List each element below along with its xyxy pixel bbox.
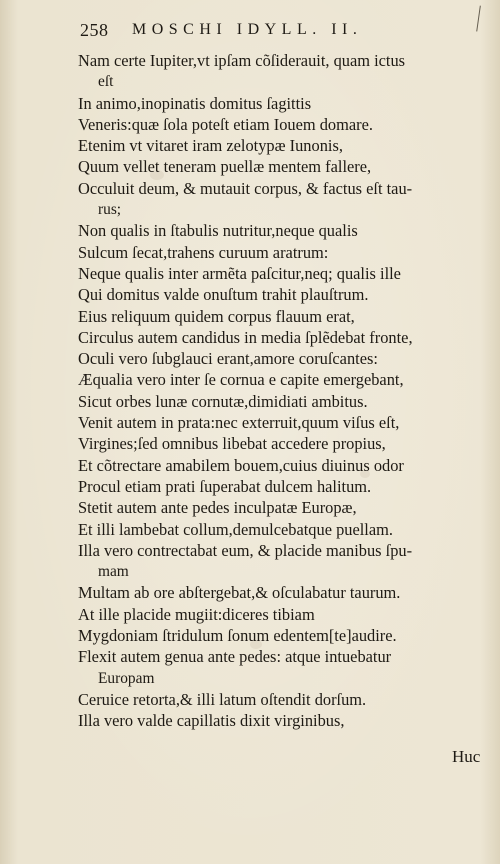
text-line: Non qualis in ſtabulis nutritur,neque qualis <box>78 221 358 241</box>
text-line: Æqualia vero inter ſe cornua e capite emergebant, <box>78 370 404 390</box>
text-line-continuation: Europam <box>98 669 155 687</box>
text-line: Neque qualis inter armẽta paſcitur,neq; qualis ille <box>78 263 401 283</box>
text-line: Etenim vt vitaret iram zelotypæ Iunonis, <box>78 136 343 156</box>
text-line: Qui domitus valde onuſtum trahit plauſtrum. <box>78 285 369 305</box>
text-line: Et illi lambebat collum,demulcebatque puellam. <box>78 519 393 539</box>
text-line: Circulus autem candidus in media ſplẽdebat fronte, <box>78 327 413 347</box>
text-line-continuation: eſt <box>98 73 114 91</box>
text-line: Sicut orbes lunæ cornutæ,dimidiati ambitus. <box>78 391 368 411</box>
page-number: 258 <box>80 20 109 40</box>
text-line-continuation: rus; <box>98 201 122 219</box>
text-line: Quum vellet teneram puellæ mentem fallere, <box>78 157 372 177</box>
text-line: At ille placide mugiit:diceres tibiam <box>78 604 315 624</box>
text-line: Eius reliquum quidem corpus flauum erat, <box>78 306 355 326</box>
text-line: Veneris:quæ ſola poteſt etiam Iouem domare. <box>78 114 373 134</box>
text-line: Virgines;ſed omnibus libebat accedere propius, <box>78 434 386 454</box>
text-line-continuation: mam <box>98 563 129 581</box>
text-line: Oculi vero ſubglauci erant,amore coruſcantes: <box>78 349 378 369</box>
text-line: Mygdoniam ſtridulum ſonum edentem[te]audire. <box>78 626 397 646</box>
text-line: Illa vero valde capillatis dixit virginibus, <box>78 711 345 731</box>
text-line: Sulcum ſecat,trahens curuum aratrum: <box>78 242 329 262</box>
text-line: Nam certe Iupiter,vt ipſam cõſiderauit, quam ictus <box>78 51 406 70</box>
text-line: Venit autem in prata:nec exterruit,quum viſus eſt, <box>78 413 400 433</box>
latin-text-block <box>78 50 490 732</box>
catchword: Huc <box>452 747 481 766</box>
text-line: Ceruice retorta,& illi latum oſtendit dorſum. <box>78 689 367 709</box>
text-line: Multam ab ore abſtergebat,& oſculabatur taurum. <box>78 583 401 603</box>
text-line: In animo,inopinatis domitus ſagittis <box>78 93 312 113</box>
running-head: MOSCHI IDYLL. II. <box>132 21 363 38</box>
text-line: Illa vero contrectabat eum, & placide manibus ſpu- <box>78 540 413 560</box>
text-line: Et cõtrectare amabilem bouem,cuius diuinus odor <box>78 455 404 475</box>
text-line: Flexit autem genua ante pedes: atque intuebatur <box>78 647 392 667</box>
text-line: Occuluit deum, & mutauit corpus, & factus eſt tau- <box>78 178 413 198</box>
text-line: Procul etiam prati ſuperabat dulcem halitum. <box>78 476 372 496</box>
text-line: Stetit autem ante pedes inculpatæ Europæ, <box>78 498 357 518</box>
corner-mark <box>476 6 487 33</box>
page-header <box>80 20 485 46</box>
